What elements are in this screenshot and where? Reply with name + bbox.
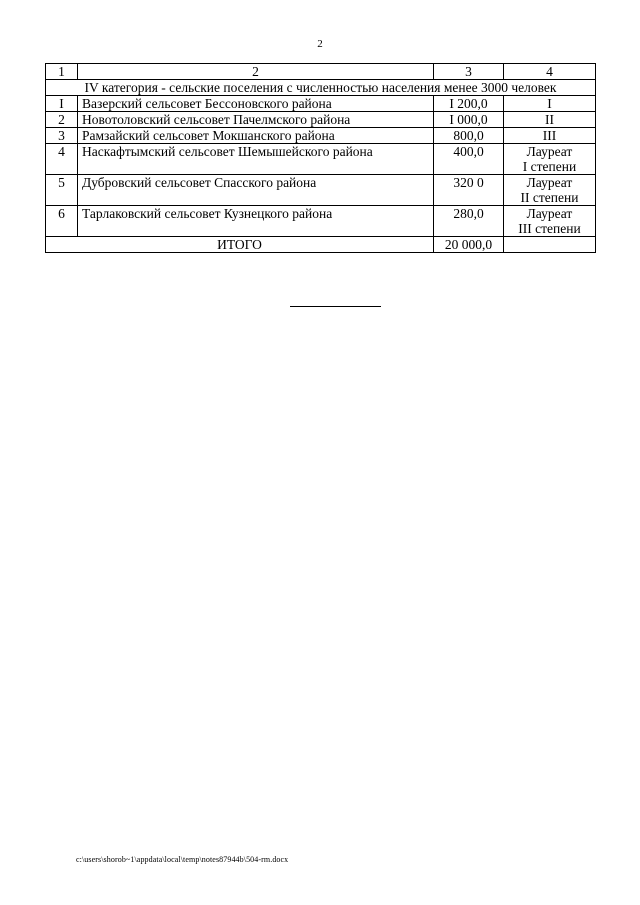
row-amount: 320 0 — [434, 175, 504, 206]
page-number: 2 — [317, 38, 323, 50]
row-number: 5 — [46, 175, 78, 206]
category-row — [46, 80, 596, 96]
total-amount: 20 000,0 — [434, 237, 504, 253]
row-settlement-name: Тарлаковский сельсовет Кузнецкого района — [78, 206, 434, 237]
row-number: 4 — [46, 144, 78, 175]
header-col-3: 3 — [434, 64, 504, 80]
row-settlement-name: Наскафтымский сельсовет Шемышейского района — [78, 144, 434, 175]
row-settlement-name: Новотоловский сельсовет Пачелмского района — [78, 112, 434, 128]
award-line-1: Лауреат — [526, 175, 573, 190]
row-award — [504, 144, 596, 175]
total-award — [504, 237, 596, 253]
header-col-2: 2 — [78, 64, 434, 80]
row-award — [504, 96, 596, 112]
table-header-row — [46, 64, 596, 80]
row-award — [504, 128, 596, 144]
row-settlement-name: Рамзайский сельсовет Мокшанского района — [78, 128, 434, 144]
table-row — [46, 206, 596, 237]
table-row — [46, 112, 596, 128]
row-award — [504, 175, 596, 206]
footer-file-path: c:\users\shorob~1\appdata\local\temp\notes87944b\504-rm.docx — [76, 855, 289, 864]
award-line-2: III степени — [518, 221, 581, 236]
award-line-2: I степени — [522, 159, 577, 174]
awards-table — [45, 63, 596, 253]
row-number: 6 — [46, 206, 78, 237]
table-row — [46, 128, 596, 144]
row-amount: 280,0 — [434, 206, 504, 237]
row-amount: 400,0 — [434, 144, 504, 175]
award-line-1: III — [542, 128, 557, 143]
row-number: 3 — [46, 128, 78, 144]
header-col-4: 4 — [504, 64, 596, 80]
award-line-1: II — [545, 112, 554, 127]
row-settlement-name: Дубровский сельсовет Спасского района — [78, 175, 434, 206]
row-amount: 800,0 — [434, 128, 504, 144]
row-settlement-name: Вазерский сельсовет Бессоновского района — [78, 96, 434, 112]
row-amount: I 000,0 — [434, 112, 504, 128]
divider-line — [290, 306, 381, 307]
row-award — [504, 206, 596, 237]
award-line-1: Лауреат — [526, 206, 573, 221]
award-line-1: I — [547, 96, 552, 111]
header-col-1: 1 — [46, 64, 78, 80]
total-row — [46, 237, 596, 253]
table-row — [46, 144, 596, 175]
row-award — [504, 112, 596, 128]
table-row — [46, 175, 596, 206]
total-label: ИТОГО — [46, 237, 434, 253]
category-label: IV категория - сельские поселения с численностью населения менее 3000 человек — [46, 80, 596, 96]
award-line-1: Лауреат — [526, 144, 573, 159]
row-amount: I 200,0 — [434, 96, 504, 112]
row-number: 2 — [46, 112, 78, 128]
award-line-2: II степени — [520, 190, 579, 205]
row-number: I — [46, 96, 78, 112]
table-row — [46, 96, 596, 112]
